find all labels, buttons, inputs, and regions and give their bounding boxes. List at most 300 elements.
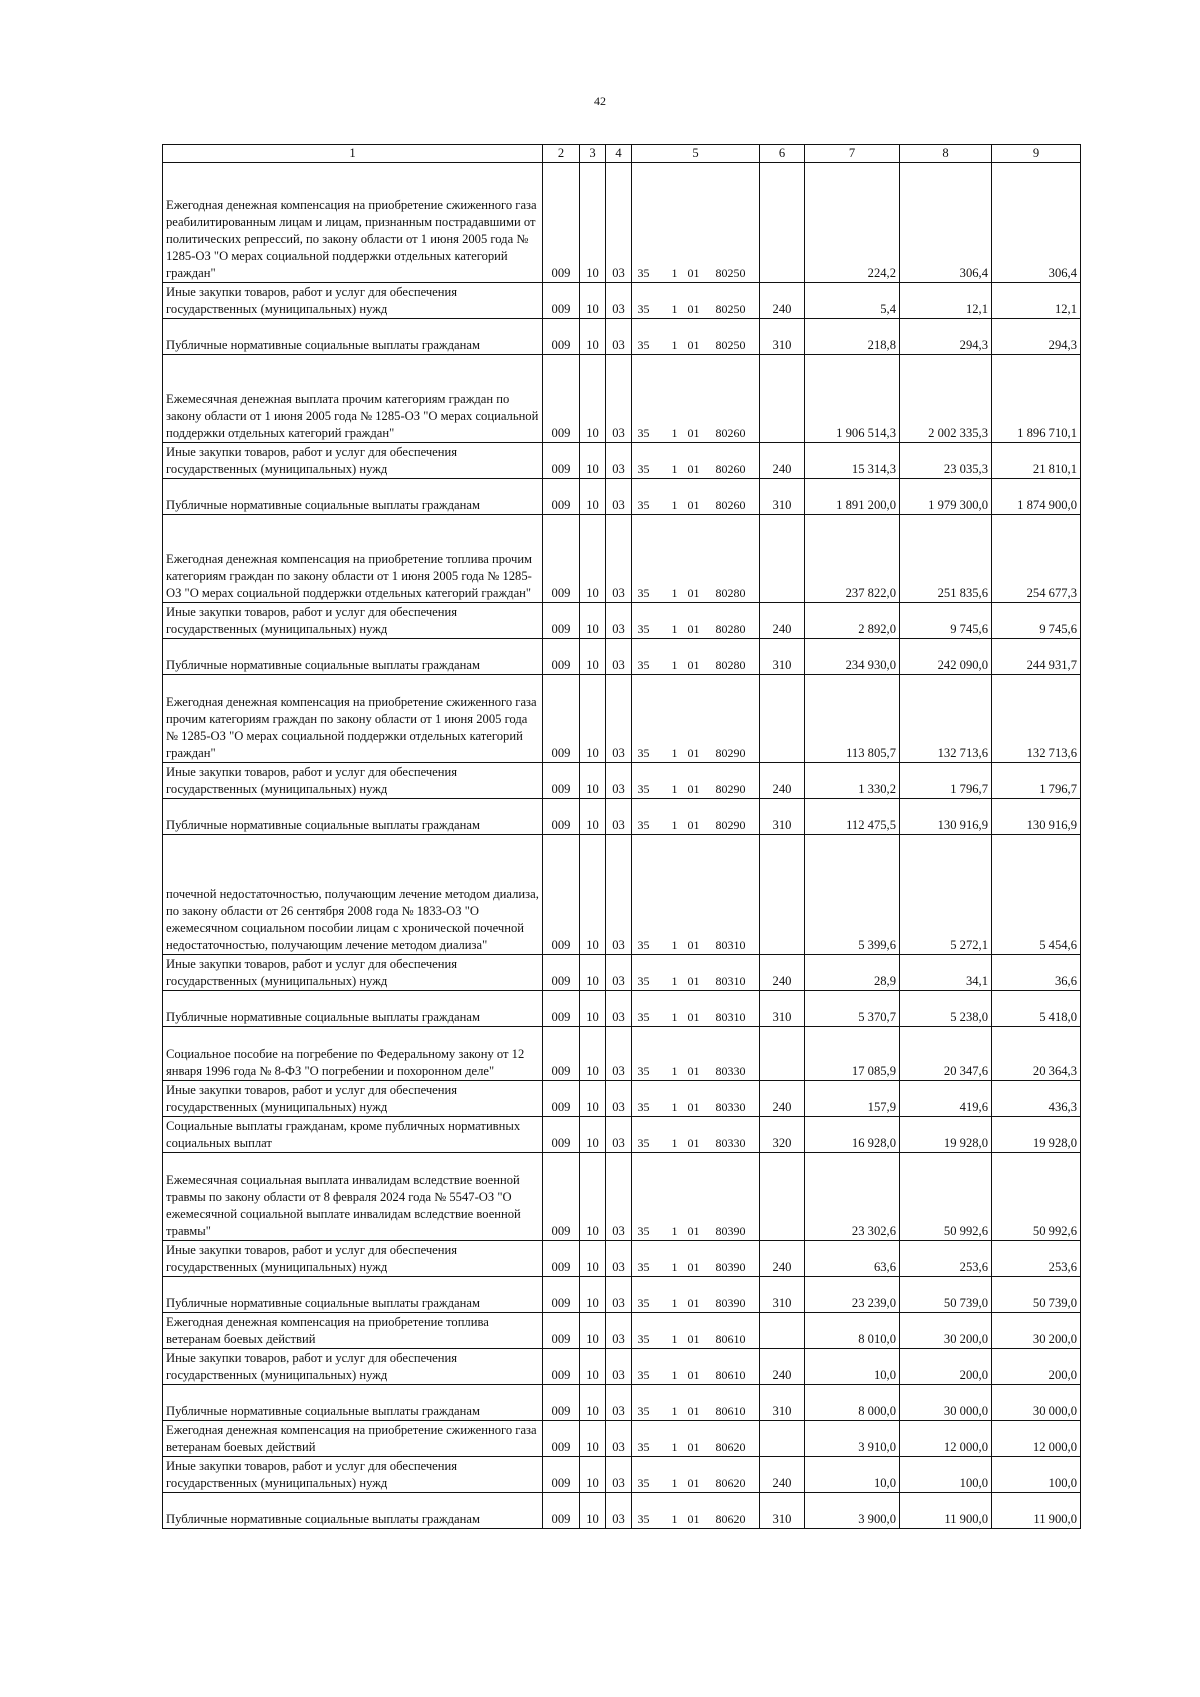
- target-article-code: [632, 1313, 760, 1349]
- column-header: 8: [900, 145, 992, 163]
- table-row: [163, 1081, 1081, 1117]
- ministry-code: 009: [543, 1277, 580, 1313]
- amount-col-8: 294,3: [900, 319, 992, 355]
- table-row: [163, 1153, 1081, 1241]
- table-row: [163, 443, 1081, 479]
- target-article-code: [632, 1081, 760, 1117]
- subsection-code: 03: [606, 835, 632, 955]
- code-part: 80260: [715, 498, 746, 512]
- table-row: [163, 479, 1081, 515]
- target-article-code: [632, 603, 760, 639]
- row-name: Ежегодная денежная компенсация на приобретение топлива ветеранам боевых действий: [163, 1313, 543, 1349]
- code-part: 01: [687, 818, 700, 832]
- code-part: 1: [671, 1064, 678, 1078]
- code-part: 1: [671, 938, 678, 952]
- section-code: 10: [580, 1421, 606, 1457]
- code-part: 35: [637, 1296, 650, 1310]
- amount-col-8: 50 992,6: [900, 1153, 992, 1241]
- amount-col-8: 2 002 335,3: [900, 355, 992, 443]
- amount-col-9: 5 418,0: [992, 991, 1081, 1027]
- amount-col-7: 2 892,0: [805, 603, 900, 639]
- code-part: 01: [687, 1368, 700, 1382]
- subsection-code: 03: [606, 1081, 632, 1117]
- code-part: 1: [671, 426, 678, 440]
- row-name: Публичные нормативные социальные выплаты гражданам: [163, 1277, 543, 1313]
- row-name: Публичные нормативные социальные выплаты гражданам: [163, 799, 543, 835]
- amount-col-7: 8 000,0: [805, 1385, 900, 1421]
- column-header: 4: [606, 145, 632, 163]
- amount-col-9: 294,3: [992, 319, 1081, 355]
- code-part: 35: [637, 266, 650, 280]
- code-part: 1: [671, 782, 678, 796]
- expense-type-code: [760, 675, 805, 763]
- subsection-code: 03: [606, 675, 632, 763]
- amount-col-9: 253,6: [992, 1241, 1081, 1277]
- ministry-code: 009: [543, 1457, 580, 1493]
- amount-col-7: 28,9: [805, 955, 900, 991]
- section-code: 10: [580, 1241, 606, 1277]
- amount-col-9: 130 916,9: [992, 799, 1081, 835]
- table-row: [163, 319, 1081, 355]
- column-header: 7: [805, 145, 900, 163]
- target-article-code: [632, 799, 760, 835]
- column-header: 6: [760, 145, 805, 163]
- table-header-row: [163, 145, 1081, 163]
- code-part: 80610: [715, 1332, 746, 1346]
- expense-type-code: 310: [760, 479, 805, 515]
- amount-col-7: 5,4: [805, 283, 900, 319]
- code-part: 1: [671, 1368, 678, 1382]
- table-row: [163, 1457, 1081, 1493]
- expense-type-code: 320: [760, 1117, 805, 1153]
- amount-col-8: 5 238,0: [900, 991, 992, 1027]
- table-row: [163, 639, 1081, 675]
- amount-col-7: 8 010,0: [805, 1313, 900, 1349]
- code-part: 80620: [715, 1512, 746, 1526]
- code-part: 80330: [715, 1100, 746, 1114]
- column-header: 9: [992, 145, 1081, 163]
- amount-col-7: 1 330,2: [805, 763, 900, 799]
- ministry-code: 009: [543, 675, 580, 763]
- row-name: Иные закупки товаров, работ и услуг для обеспечения государственных (муниципальных) нужд: [163, 603, 543, 639]
- target-article-code: [632, 1027, 760, 1081]
- target-article-code: [632, 835, 760, 955]
- subsection-code: 03: [606, 1349, 632, 1385]
- amount-col-7: 17 085,9: [805, 1027, 900, 1081]
- section-code: 10: [580, 1493, 606, 1529]
- subsection-code: 03: [606, 1117, 632, 1153]
- code-part: 01: [687, 974, 700, 988]
- target-article-code: [632, 1385, 760, 1421]
- code-part: 35: [637, 1100, 650, 1114]
- table-row: [163, 1313, 1081, 1349]
- code-part: 35: [637, 1512, 650, 1526]
- code-part: 01: [687, 586, 700, 600]
- expense-type-code: 240: [760, 603, 805, 639]
- target-article-code: [632, 1457, 760, 1493]
- section-code: 10: [580, 1027, 606, 1081]
- subsection-code: 03: [606, 515, 632, 603]
- code-part: 1: [671, 302, 678, 316]
- code-part: 01: [687, 1064, 700, 1078]
- row-name: Ежемесячная денежная выплата прочим категориям граждан по закону области от 1 июня 2005 года № 1285-ОЗ "О мерах социальной поддержки отдельных категорий граждан": [163, 355, 543, 443]
- row-name: Публичные нормативные социальные выплаты гражданам: [163, 639, 543, 675]
- code-part: 80290: [715, 818, 746, 832]
- ministry-code: 009: [543, 1385, 580, 1421]
- code-part: 01: [687, 266, 700, 280]
- amount-col-8: 100,0: [900, 1457, 992, 1493]
- amount-col-7: 237 822,0: [805, 515, 900, 603]
- subsection-code: 03: [606, 319, 632, 355]
- target-article-code: [632, 515, 760, 603]
- code-part: 80330: [715, 1136, 746, 1150]
- row-name: Ежегодная денежная компенсация на приобретение сжиженного газа ветеранам боевых действий: [163, 1421, 543, 1457]
- amount-col-8: 419,6: [900, 1081, 992, 1117]
- expense-type-code: [760, 1313, 805, 1349]
- ministry-code: 009: [543, 1349, 580, 1385]
- code-part: 80390: [715, 1296, 746, 1310]
- subsection-code: 03: [606, 1457, 632, 1493]
- amount-col-7: 157,9: [805, 1081, 900, 1117]
- code-part: 80620: [715, 1440, 746, 1454]
- ministry-code: 009: [543, 763, 580, 799]
- subsection-code: 03: [606, 1241, 632, 1277]
- expense-type-code: 310: [760, 319, 805, 355]
- amount-col-7: 113 805,7: [805, 675, 900, 763]
- ministry-code: 009: [543, 1313, 580, 1349]
- code-part: 1: [671, 622, 678, 636]
- ministry-code: 009: [543, 835, 580, 955]
- row-name: Ежемесячная социальная выплата инвалидам вследствие военной травмы по закону области от 8 февраля 2024 года № 5547-ОЗ "О ежемесячной социальной выплате инвалидам вследствие военной травмы": [163, 1153, 543, 1241]
- target-article-code: [632, 1493, 760, 1529]
- ministry-code: 009: [543, 355, 580, 443]
- code-part: 1: [671, 1224, 678, 1238]
- expense-type-code: [760, 355, 805, 443]
- section-code: 10: [580, 675, 606, 763]
- target-article-code: [632, 991, 760, 1027]
- amount-col-9: 1 874 900,0: [992, 479, 1081, 515]
- expense-type-code: 240: [760, 283, 805, 319]
- code-part: 80260: [715, 426, 746, 440]
- target-article-code: [632, 639, 760, 675]
- code-part: 1: [671, 658, 678, 672]
- code-part: 01: [687, 1476, 700, 1490]
- code-part: 80290: [715, 782, 746, 796]
- subsection-code: 03: [606, 479, 632, 515]
- amount-col-9: 200,0: [992, 1349, 1081, 1385]
- expense-type-code: 310: [760, 1277, 805, 1313]
- table-row: [163, 1117, 1081, 1153]
- code-part: 1: [671, 1100, 678, 1114]
- target-article-code: [632, 1241, 760, 1277]
- expense-type-code: [760, 515, 805, 603]
- target-article-code: [632, 1153, 760, 1241]
- amount-col-8: 30 000,0: [900, 1385, 992, 1421]
- section-code: 10: [580, 319, 606, 355]
- section-code: 10: [580, 355, 606, 443]
- amount-col-9: 36,6: [992, 955, 1081, 991]
- table-row: [163, 1027, 1081, 1081]
- table-row: [163, 1385, 1081, 1421]
- subsection-code: 03: [606, 799, 632, 835]
- column-header: 5: [632, 145, 760, 163]
- code-part: 80390: [715, 1224, 746, 1238]
- amount-col-9: 254 677,3: [992, 515, 1081, 603]
- code-part: 01: [687, 498, 700, 512]
- code-part: 01: [687, 1440, 700, 1454]
- row-name: почечной недостаточностью, получающим лечение методом диализа, по закону области от 26 сентября 2008 года № 1833-ОЗ "О ежемесячном социальном пособии лицам с хронической почечной недостаточностью, получающим лечение методом диализа": [163, 835, 543, 955]
- ministry-code: 009: [543, 1421, 580, 1457]
- amount-col-7: 218,8: [805, 319, 900, 355]
- expense-type-code: 240: [760, 1349, 805, 1385]
- section-code: 10: [580, 283, 606, 319]
- table-row: [163, 355, 1081, 443]
- row-name: Социальные выплаты гражданам, кроме публичных нормативных социальных выплат: [163, 1117, 543, 1153]
- amount-col-8: 132 713,6: [900, 675, 992, 763]
- amount-col-7: 5 399,6: [805, 835, 900, 955]
- code-part: 80310: [715, 938, 746, 952]
- target-article-code: [632, 163, 760, 283]
- amount-col-7: 23 302,6: [805, 1153, 900, 1241]
- code-part: 1: [671, 1296, 678, 1310]
- amount-col-9: 1 896 710,1: [992, 355, 1081, 443]
- amount-col-7: 5 370,7: [805, 991, 900, 1027]
- column-header: 1: [163, 145, 543, 163]
- code-part: 35: [637, 658, 650, 672]
- ministry-code: 009: [543, 799, 580, 835]
- amount-col-7: 224,2: [805, 163, 900, 283]
- amount-col-9: 30 000,0: [992, 1385, 1081, 1421]
- row-name: Публичные нормативные социальные выплаты гражданам: [163, 319, 543, 355]
- table-row: [163, 515, 1081, 603]
- code-part: 1: [671, 974, 678, 988]
- subsection-code: 03: [606, 1153, 632, 1241]
- expense-type-code: [760, 1153, 805, 1241]
- subsection-code: 03: [606, 1313, 632, 1349]
- code-part: 01: [687, 1332, 700, 1346]
- code-part: 35: [637, 974, 650, 988]
- code-part: 35: [637, 1332, 650, 1346]
- amount-col-8: 200,0: [900, 1349, 992, 1385]
- ministry-code: 009: [543, 955, 580, 991]
- code-part: 35: [637, 1136, 650, 1150]
- code-part: 80250: [715, 266, 746, 280]
- row-name: Ежегодная денежная компенсация на приобретение сжиженного газа прочим категориям граждан по закону области от 1 июня 2005 года № 1285-ОЗ "О мерах социальной поддержки отдельных категорий граждан": [163, 675, 543, 763]
- ministry-code: 009: [543, 515, 580, 603]
- amount-col-9: 11 900,0: [992, 1493, 1081, 1529]
- expense-type-code: 240: [760, 1081, 805, 1117]
- ministry-code: 009: [543, 991, 580, 1027]
- table-row: [163, 1493, 1081, 1529]
- code-part: 01: [687, 1224, 700, 1238]
- section-code: 10: [580, 1313, 606, 1349]
- code-part: 1: [671, 1136, 678, 1150]
- code-part: 01: [687, 1010, 700, 1024]
- code-part: 80250: [715, 338, 746, 352]
- expense-type-code: 240: [760, 1457, 805, 1493]
- code-part: 1: [671, 1010, 678, 1024]
- ministry-code: 009: [543, 603, 580, 639]
- section-code: 10: [580, 603, 606, 639]
- expense-type-code: 240: [760, 1241, 805, 1277]
- code-part: 35: [637, 1064, 650, 1078]
- table-row: [163, 955, 1081, 991]
- subsection-code: 03: [606, 1421, 632, 1457]
- amount-col-9: 12,1: [992, 283, 1081, 319]
- expense-type-code: [760, 1027, 805, 1081]
- amount-col-9: 50 992,6: [992, 1153, 1081, 1241]
- subsection-code: 03: [606, 1385, 632, 1421]
- code-part: 80280: [715, 622, 746, 636]
- code-part: 35: [637, 498, 650, 512]
- amount-col-9: 9 745,6: [992, 603, 1081, 639]
- section-code: 10: [580, 991, 606, 1027]
- expense-type-code: 310: [760, 1493, 805, 1529]
- amount-col-7: 1 891 200,0: [805, 479, 900, 515]
- expense-type-code: 310: [760, 991, 805, 1027]
- table-row: [163, 1277, 1081, 1313]
- target-article-code: [632, 355, 760, 443]
- amount-col-8: 19 928,0: [900, 1117, 992, 1153]
- section-code: 10: [580, 1385, 606, 1421]
- code-part: 1: [671, 1260, 678, 1274]
- expense-type-code: 240: [760, 763, 805, 799]
- amount-col-8: 1 796,7: [900, 763, 992, 799]
- section-code: 10: [580, 1153, 606, 1241]
- section-code: 10: [580, 835, 606, 955]
- code-part: 1: [671, 1404, 678, 1418]
- amount-col-7: 10,0: [805, 1457, 900, 1493]
- code-part: 01: [687, 1136, 700, 1150]
- code-part: 80280: [715, 586, 746, 600]
- code-part: 1: [671, 586, 678, 600]
- row-name: Иные закупки товаров, работ и услуг для обеспечения государственных (муниципальных) нужд: [163, 1081, 543, 1117]
- subsection-code: 03: [606, 955, 632, 991]
- amount-col-8: 23 035,3: [900, 443, 992, 479]
- code-part: 35: [637, 1224, 650, 1238]
- section-code: 10: [580, 763, 606, 799]
- expense-type-code: 240: [760, 443, 805, 479]
- code-part: 35: [637, 1260, 650, 1274]
- subsection-code: 03: [606, 603, 632, 639]
- subsection-code: 03: [606, 1493, 632, 1529]
- code-part: 35: [637, 938, 650, 952]
- code-part: 35: [637, 1476, 650, 1490]
- code-part: 80390: [715, 1260, 746, 1274]
- row-name: Иные закупки товаров, работ и услуг для обеспечения государственных (муниципальных) нужд: [163, 763, 543, 799]
- row-name: Ежегодная денежная компенсация на приобретение топлива прочим категориям граждан по закону области от 1 июня 2005 года № 1285-ОЗ "О мерах социальной поддержки отдельных категорий граждан": [163, 515, 543, 603]
- ministry-code: 009: [543, 1153, 580, 1241]
- row-name: Иные закупки товаров, работ и услуг для обеспечения государственных (муниципальных) нужд: [163, 1457, 543, 1493]
- table-row: [163, 603, 1081, 639]
- code-part: 80610: [715, 1368, 746, 1382]
- table-row: [163, 799, 1081, 835]
- ministry-code: 009: [543, 443, 580, 479]
- amount-col-8: 11 900,0: [900, 1493, 992, 1529]
- amount-col-9: 30 200,0: [992, 1313, 1081, 1349]
- amount-col-9: 132 713,6: [992, 675, 1081, 763]
- section-code: 10: [580, 515, 606, 603]
- code-part: 1: [671, 462, 678, 476]
- subsection-code: 03: [606, 283, 632, 319]
- row-name: Публичные нормативные социальные выплаты гражданам: [163, 1385, 543, 1421]
- ministry-code: 009: [543, 1081, 580, 1117]
- table-row: [163, 991, 1081, 1027]
- amount-col-7: 63,6: [805, 1241, 900, 1277]
- ministry-code: 009: [543, 1027, 580, 1081]
- amount-col-9: 20 364,3: [992, 1027, 1081, 1081]
- code-part: 01: [687, 1404, 700, 1418]
- section-code: 10: [580, 163, 606, 283]
- section-code: 10: [580, 1457, 606, 1493]
- target-article-code: [632, 1277, 760, 1313]
- code-part: 35: [637, 302, 650, 316]
- code-part: 35: [637, 746, 650, 760]
- amount-col-7: 23 239,0: [805, 1277, 900, 1313]
- amount-col-9: 100,0: [992, 1457, 1081, 1493]
- row-name: Публичные нормативные социальные выплаты гражданам: [163, 1493, 543, 1529]
- ministry-code: 009: [543, 319, 580, 355]
- table-row: [163, 835, 1081, 955]
- code-part: 35: [637, 462, 650, 476]
- amount-col-8: 5 272,1: [900, 835, 992, 955]
- row-name: Социальное пособие на погребение по Федеральному закону от 12 января 1996 года № 8-ФЗ "О погребении и похоронном деле": [163, 1027, 543, 1081]
- code-part: 1: [671, 266, 678, 280]
- code-part: 35: [637, 338, 650, 352]
- amount-col-7: 112 475,5: [805, 799, 900, 835]
- section-code: 10: [580, 1349, 606, 1385]
- section-code: 10: [580, 479, 606, 515]
- amount-col-8: 306,4: [900, 163, 992, 283]
- subsection-code: 03: [606, 639, 632, 675]
- code-part: 35: [637, 426, 650, 440]
- row-name: Иные закупки товаров, работ и услуг для обеспечения государственных (муниципальных) нужд: [163, 443, 543, 479]
- target-article-code: [632, 763, 760, 799]
- code-part: 01: [687, 782, 700, 796]
- section-code: 10: [580, 955, 606, 991]
- table-row: [163, 763, 1081, 799]
- expense-type-code: 310: [760, 799, 805, 835]
- section-code: 10: [580, 1117, 606, 1153]
- subsection-code: 03: [606, 443, 632, 479]
- row-name: Ежегодная денежная компенсация на приобретение сжиженного газа реабилитированным лицам и лицам, признанным пострадавшими от политических репрессий, по закону области от 1 июня 2005 года № 1285-ОЗ "О мерах социальной поддержки отдельных категорий граждан": [163, 163, 543, 283]
- code-part: 1: [671, 1440, 678, 1454]
- code-part: 1: [671, 338, 678, 352]
- row-name: Иные закупки товаров, работ и услуг для обеспечения государственных (муниципальных) нужд: [163, 1241, 543, 1277]
- amount-col-8: 20 347,6: [900, 1027, 992, 1081]
- expense-type-code: 240: [760, 955, 805, 991]
- target-article-code: [632, 479, 760, 515]
- amount-col-7: 15 314,3: [805, 443, 900, 479]
- code-part: 01: [687, 1512, 700, 1526]
- ministry-code: 009: [543, 639, 580, 675]
- table-body: [163, 163, 1081, 1529]
- ministry-code: 009: [543, 283, 580, 319]
- target-article-code: [632, 283, 760, 319]
- ministry-code: 009: [543, 479, 580, 515]
- amount-col-7: 3 910,0: [805, 1421, 900, 1457]
- code-part: 01: [687, 1296, 700, 1310]
- row-name: Иные закупки товаров, работ и услуг для обеспечения государственных (муниципальных) нужд: [163, 1349, 543, 1385]
- column-header: 3: [580, 145, 606, 163]
- code-part: 80310: [715, 974, 746, 988]
- target-article-code: [632, 1421, 760, 1457]
- code-part: 01: [687, 1100, 700, 1114]
- subsection-code: 03: [606, 991, 632, 1027]
- subsection-code: 03: [606, 763, 632, 799]
- expense-type-code: [760, 163, 805, 283]
- code-part: 01: [687, 746, 700, 760]
